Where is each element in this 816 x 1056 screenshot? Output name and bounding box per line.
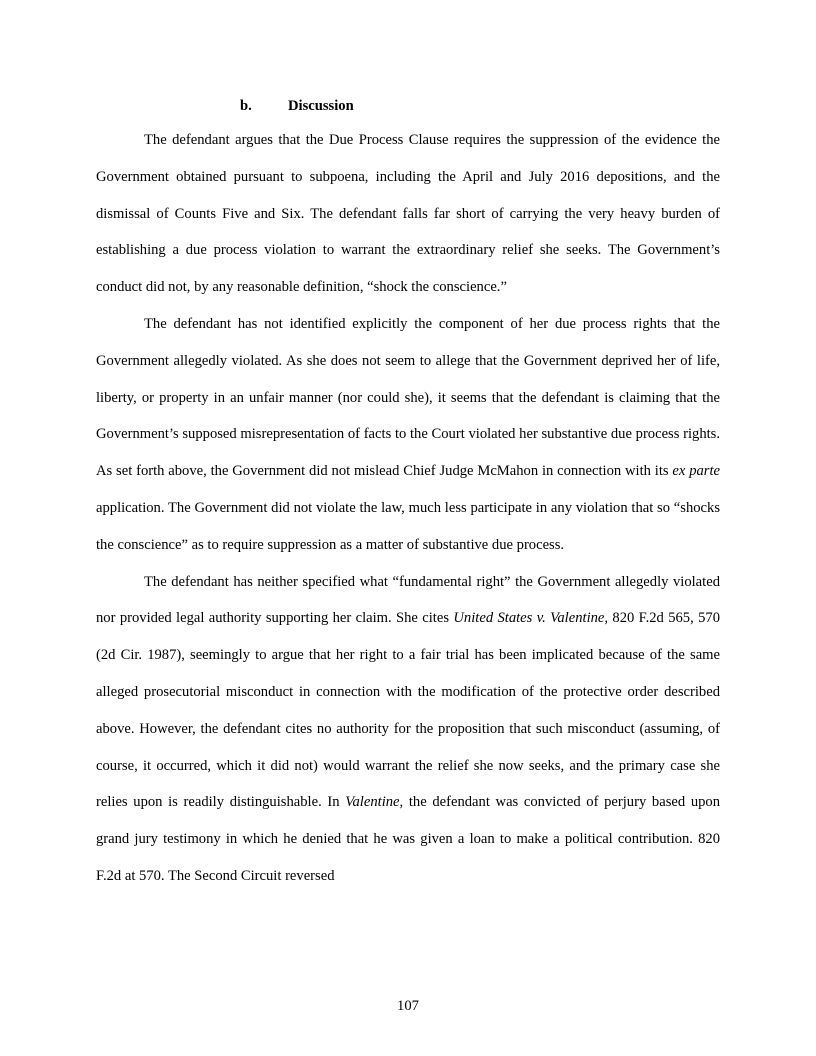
paragraph-3-text-b: , 820 F.2d 565, 570 (2d Cir. 1987), seemingly to argue that her right to a fair trial has been implicated because of the same alleged prosecutorial misconduct in connection with the modification of the protective order described above. However, the defendant cites no authority for the proposition that such misconduct (assuming, of course, it occurred, which it did not) would warrant the relief she now seeks, and the primary case she relies upon is readily distinguishable. In bbox=[96, 610, 721, 811]
section-label: b. bbox=[240, 98, 252, 114]
paragraph-3-text-a: The defendant has neither specified what “fundamental right” the Government allegedly violated nor provided legal authority supporting her claim. She cites bbox=[96, 573, 720, 627]
paragraph-2-text-a: The defendant has not identified explicitly the component of her due process rights that the Government allegedly violated. As she does not seem to allege that the Government deprived her of life, liberty, or property in an unfair manner (nor could she), it seems that the defendant is claiming that the Government’s supposed misrepresentation of facts to the Court violated her substantive due process rights. As set forth above, the Government did not mislead Chief Judge McMahon in connection with its bbox=[96, 315, 720, 480]
paragraph-1-text: The defendant argues that the Due Process Clause requires the suppression of the evidence the Government obtained pursuant to subpoena, including the April and July 2016 depositions, and the dismissal of Counts Five and Six. The defendant falls far short of carrying the very heavy burden of establishing a due process violation to warrant the extraordinary relief she seeks. The Government’s conduct did not, by any reasonable definition, “shock the conscience.” bbox=[96, 132, 720, 296]
paragraph-3-case-citation: United States v. Valentine bbox=[453, 610, 605, 627]
paragraph-2 bbox=[96, 306, 720, 564]
paragraph-1 bbox=[96, 122, 720, 306]
document-page bbox=[96, 90, 720, 895]
paragraph-2-text-b: application. The Government did not violate the law, much less participate in any violation that so “shocks the conscience” as to require suppression as a matter of substantive due process. bbox=[96, 499, 720, 553]
page-number: 107 bbox=[397, 998, 419, 1014]
paragraph-3 bbox=[96, 564, 720, 895]
section-title: Discussion bbox=[288, 98, 354, 114]
paragraph-2-italic-ex-parte: ex parte bbox=[672, 463, 720, 480]
section-heading bbox=[96, 90, 720, 122]
paragraph-3-case-name: Valentine bbox=[345, 794, 400, 811]
paragraph-3-text-c: , the defendant was convicted of perjury based upon grand jury testimony in which he denied that he was given a loan to make a political contribution. 820 F.2d at 570. The Second Circuit reversed bbox=[96, 794, 721, 884]
